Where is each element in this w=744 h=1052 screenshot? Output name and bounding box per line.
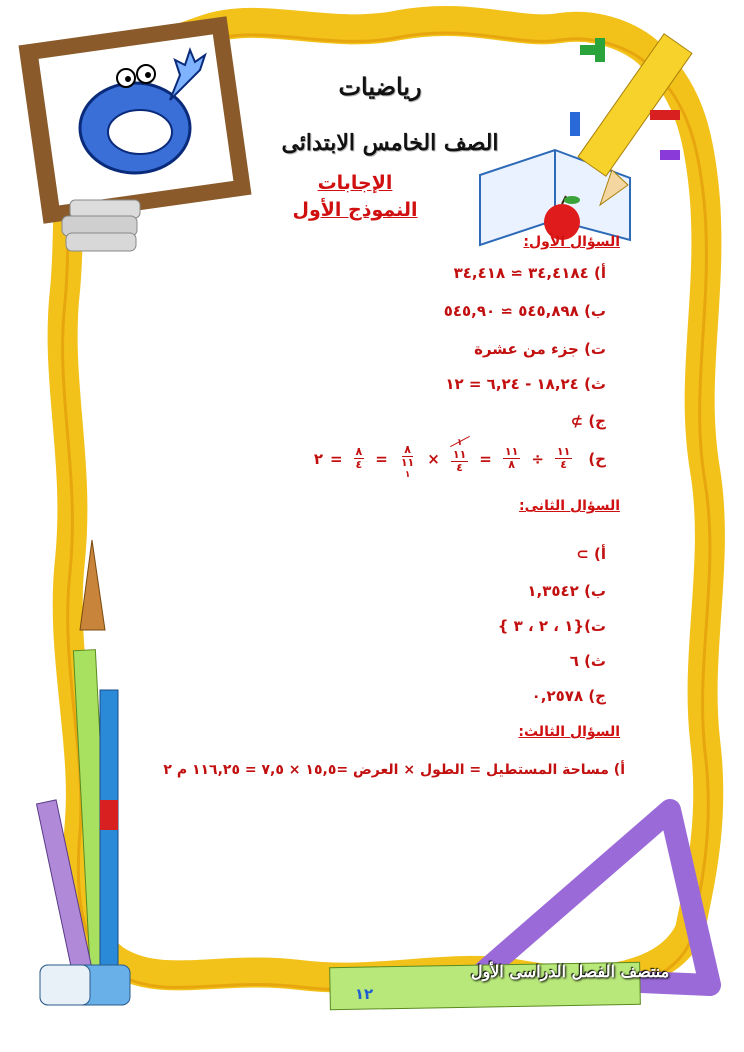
question-3-heading: السؤال الثالث: <box>518 724 620 740</box>
question-1-heading: السؤال الأول: <box>523 234 620 250</box>
answers-heading: الإجابات <box>317 172 393 194</box>
pencils-illustration <box>37 540 130 1005</box>
fraction-1: $\frac{١١}{٤}$ <box>556 445 571 471</box>
book-and-pencil-illustration <box>480 34 692 245</box>
equals-sign-3: = <box>329 449 343 468</box>
q1-answer-e: ج) ⊅ <box>570 412 606 430</box>
fraction-3: ١ ١١ ٤ <box>451 437 468 474</box>
fraction-4: ٨ ١١ ١ <box>400 443 415 480</box>
fraction-2: $\frac{١١}{٨}$ <box>504 445 519 471</box>
divide-sign: ÷ <box>531 449 544 468</box>
q2-answer-a: أ) ⊃ <box>576 545 606 563</box>
q3-answer-a: أ) مساحة المستطيل = الطول × العرض =١٥,٥ × ٧,٥ = ١١٦,٢٥ م ٢ <box>163 762 625 778</box>
q2-answer-d: ث) ٦ <box>569 652 606 670</box>
q1-answer-f <box>250 436 606 481</box>
grade-title: الصف الخامس الابتدائى <box>281 130 499 156</box>
q2-answer-c: ت){١ ، ٢ ، ٣ } <box>497 617 606 635</box>
q2-answer-e: ج) ٠,٢٥٧٨ <box>531 687 606 705</box>
footer-term-label: منتصف الفصل الدراسى الأول <box>470 962 670 981</box>
chalkboard-illustration <box>18 16 251 251</box>
page-number: ١٢ <box>354 985 374 1003</box>
q1-f-label: ح) <box>588 449 606 468</box>
subject-title: رياضيات <box>338 72 422 101</box>
q1-answer-a: أ) ٣٤,٤١٨٤ ≃ ٣٤,٤١٨ <box>453 264 606 282</box>
q1-answer-b: ب) ٥٤٥,٨٩٨ ≃ ٥٤٥,٩٠ <box>443 302 606 320</box>
q2-answer-b: ب) ١,٣٥٤٢ <box>527 582 606 600</box>
question-2-heading: السؤال الثانى: <box>519 498 620 514</box>
equals-sign-1: = <box>479 449 492 468</box>
model-heading: النموذج الأول <box>292 199 418 221</box>
fraction-5: $\frac{٨}{٤}$ <box>355 445 363 471</box>
times-sign: × <box>427 449 440 468</box>
equals-sign-2: = <box>375 449 388 468</box>
q1-answer-c: ت) جزء من عشرة <box>474 340 606 358</box>
q1-f-result: ٢ <box>313 449 323 468</box>
q1-answer-d: ث) ١٨,٢٤ - ٦,٢٤ = ١٢ <box>445 375 606 393</box>
